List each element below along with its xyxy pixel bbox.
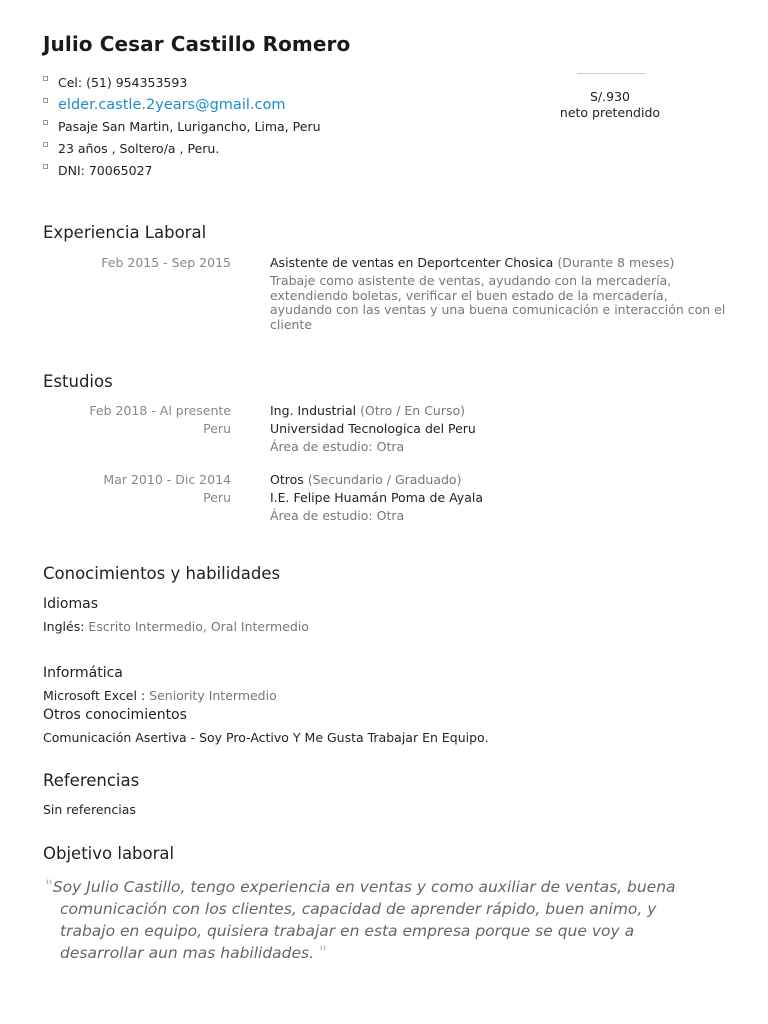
language-label: Inglés: [43, 619, 85, 634]
section-title-objective: Objetivo laboral [43, 844, 175, 863]
education-institution: Universidad Tecnologica del Peru [270, 421, 476, 436]
references-text: Sin referencias [43, 802, 136, 817]
subsection-title-other: Otros conocimientos [43, 707, 187, 723]
bullet-icon [43, 142, 48, 147]
other-skills-text: Comunicación Asertiva - Soy Pro-Activo Y Me Gusta Trabajar En Equipo. [43, 730, 489, 745]
quote-line [45, 876, 725, 898]
language-level: Escrito Intermedio, Oral Intermedio [88, 619, 309, 634]
degree-text: Ing. Industrial [270, 403, 357, 418]
bullet-icon [43, 98, 48, 103]
experience-role [270, 254, 740, 272]
dni-text: DNI: 70065027 [58, 163, 153, 178]
quote-text: Soy Julio Castillo, tengo experiencia en ventas y como auxiliar de ventas, buena [52, 878, 676, 896]
subsection-title-languages: Idiomas [43, 596, 98, 612]
contact-list [43, 74, 321, 184]
degree-status: (Otro / En Curso) [360, 403, 466, 418]
section-title-skills: Conocimientos y habilidades [43, 564, 281, 583]
duration-text: (Durante 8 meses) [557, 255, 675, 270]
candidate-name: Julio Cesar Castillo Romero [43, 32, 351, 56]
language-item [43, 619, 309, 634]
section-title-education: Estudios [43, 372, 113, 391]
description-line: extendiendo boletas, verificar el buen estado de la mercadería, [270, 287, 668, 303]
phone-text: Cel: (51) 954353593 [58, 75, 188, 90]
quote-line [45, 942, 725, 964]
computing-item [43, 688, 277, 703]
education-degree [270, 471, 740, 489]
education-area: Área de estudio: Otra [270, 439, 405, 454]
age-status-text: 23 años , Soltero/a , Peru. [58, 141, 220, 156]
contact-email[interactable] [43, 96, 321, 118]
education-area: Área de estudio: Otra [270, 508, 405, 523]
experience-dates: Feb 2015 - Sep 2015 [101, 255, 231, 270]
education-location: Peru [203, 490, 231, 505]
email-link[interactable]: elder.castle.2years@gmail.com [58, 97, 286, 113]
salary-divider [577, 73, 646, 74]
subsection-title-computing: Informática [43, 665, 123, 681]
education-degree [270, 402, 740, 420]
bullet-icon [43, 76, 48, 81]
education-location: Peru [203, 421, 231, 436]
education-dates: Mar 2010 - Dic 2014 [103, 472, 231, 487]
degree-text: Otros [270, 472, 304, 487]
contact-address [43, 118, 321, 140]
quote-line: trabajo en equipo, quisiera trabajar en esta empresa porque se que voy a [60, 922, 635, 940]
contact-dni [43, 162, 321, 184]
description-line: Trabaje como asistente de ventas, ayudando con la mercadería, [270, 273, 672, 288]
quote-text: desarrollar aun mas habilidades. [60, 944, 315, 962]
address-text: Pasaje San Martin, Lurigancho, Lima, Peru [58, 119, 321, 134]
education-institution: I.E. Felipe Huamán Poma de Ayala [270, 490, 484, 505]
bullet-icon [43, 120, 48, 125]
salary-label: neto pretendido [559, 105, 661, 120]
close-quote-icon: " [319, 943, 327, 963]
education-dates: Feb 2018 - Al presente [89, 403, 231, 418]
section-title-experience: Experiencia Laboral [43, 223, 207, 242]
salary-amount: S/.930 [590, 89, 630, 104]
description-line: ayudando con las ventas y una buena comunicación e interacción con el [270, 302, 726, 318]
quote-line: comunicación con los clientes, capacidad de aprender rápido, buen animo, y [60, 900, 657, 918]
open-quote-icon: " [45, 877, 53, 897]
description-line: cliente [270, 317, 313, 333]
degree-status: (Secundario / Graduado) [307, 472, 462, 487]
experience-description [270, 274, 740, 333]
bullet-icon [43, 164, 48, 169]
contact-age-status [43, 140, 321, 162]
computing-label: Microsoft Excel : [43, 688, 146, 703]
role-text: Asistente de ventas en Deportcenter Chosica [270, 255, 554, 270]
contact-phone [43, 74, 321, 96]
objective-quote [45, 876, 725, 964]
computing-level: Seniority Intermedio [149, 688, 277, 703]
section-title-references: Referencias [43, 771, 140, 790]
